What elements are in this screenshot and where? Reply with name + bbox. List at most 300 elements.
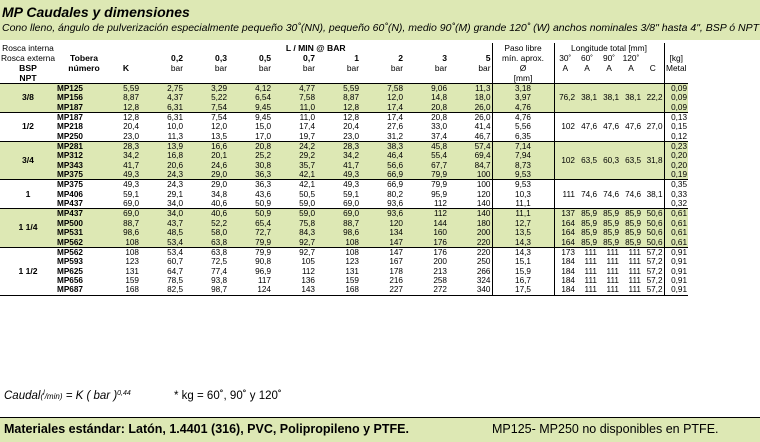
flow-value: 93,6 bbox=[360, 209, 404, 219]
k-value: 34,2 bbox=[112, 151, 140, 160]
nozzle-number: MP250 bbox=[56, 132, 112, 142]
table-row bbox=[0, 267, 688, 276]
paso-libre-value: 7,14 bbox=[492, 142, 554, 152]
k-value: 41,7 bbox=[112, 161, 140, 170]
weight-value: 0,61 bbox=[664, 209, 688, 219]
k-value: 168 bbox=[112, 285, 140, 295]
length-value: 111 bbox=[576, 285, 598, 295]
nozzle-number: MP312 bbox=[56, 151, 112, 160]
pressure-header: 0,7 bbox=[303, 53, 315, 63]
flow-value: 340 bbox=[448, 285, 492, 295]
flow-value: 160 bbox=[404, 228, 448, 237]
flow-value: 78,5 bbox=[140, 276, 184, 285]
flow-value: 11,0 bbox=[272, 113, 316, 123]
flow-value: 108 bbox=[316, 238, 360, 248]
flow-value: 84,7 bbox=[448, 161, 492, 170]
flow-value: 15,0 bbox=[228, 122, 272, 131]
flow-value: 112 bbox=[404, 199, 448, 209]
flow-value: 93,6 bbox=[360, 199, 404, 209]
length-value: 85,9 bbox=[598, 219, 620, 228]
weight-value: 0,12 bbox=[664, 132, 688, 142]
k-value: 5,59 bbox=[112, 84, 140, 94]
length-value: 38,1 bbox=[642, 180, 664, 209]
length-value: 137 bbox=[554, 209, 576, 219]
nozzle-number: MP187 bbox=[56, 103, 112, 113]
page-subtitle: Cono lleno, ángulo de pulverización especialmente pequeño 30˚(NN), pequeño 60˚(N), medio 90˚(M) grande 120˚ (W) anchos nominales 3/8" hasta 4", BSP ó NPT bbox=[2, 22, 760, 34]
nozzle-group bbox=[0, 84, 688, 113]
flow-value: 67,7 bbox=[404, 161, 448, 170]
weight-value: 0,91 bbox=[664, 257, 688, 266]
flow-value: 4,77 bbox=[272, 84, 316, 94]
lmin-bar-header: L / MIN @ BAR bbox=[285, 43, 346, 53]
flow-value: 82,5 bbox=[140, 285, 184, 295]
length-value: 22,2 bbox=[642, 84, 664, 113]
flow-value: 79,9 bbox=[228, 238, 272, 248]
flow-value: 168 bbox=[316, 285, 360, 295]
flow-value: 29,2 bbox=[272, 151, 316, 160]
flow-value: 65,4 bbox=[228, 219, 272, 228]
flow-value: 72,5 bbox=[184, 257, 228, 266]
length-value: 85,9 bbox=[620, 228, 642, 237]
k-value: 49,3 bbox=[112, 180, 140, 190]
paso-libre-value: 11,1 bbox=[492, 209, 554, 219]
flow-value: 90,8 bbox=[228, 257, 272, 266]
paso-libre-value: 7,94 bbox=[492, 151, 554, 160]
bsp-header: BSP bbox=[19, 63, 37, 73]
flow-value: 5,59 bbox=[316, 84, 360, 94]
flow-value: 23,0 bbox=[316, 132, 360, 142]
materials-note: Materiales estándar: Latón, 1.4401 (316), PVC, Polipropileno y PTFE. bbox=[4, 422, 409, 436]
length-value: 50,6 bbox=[642, 219, 664, 228]
flow-value: 12,8 bbox=[316, 103, 360, 113]
flow-value: 6,31 bbox=[140, 113, 184, 123]
weight-value: 0,91 bbox=[664, 285, 688, 295]
flow-value: 24,3 bbox=[140, 180, 184, 190]
flow-value: 105 bbox=[272, 257, 316, 266]
flow-value: 66,9 bbox=[360, 180, 404, 190]
flow-value: 3,29 bbox=[184, 84, 228, 94]
flow-value: 93,8 bbox=[184, 276, 228, 285]
flow-value: 258 bbox=[404, 276, 448, 285]
flow-value: 7,58 bbox=[272, 93, 316, 102]
k-value: 69,0 bbox=[112, 209, 140, 219]
flow-value: 29,0 bbox=[184, 180, 228, 190]
flow-value: 11,0 bbox=[272, 103, 316, 113]
flow-formula: Caudal($^l$/min) = K ( bar )$^{0,44}$ bbox=[4, 390, 131, 402]
paso-libre-value: 13,5 bbox=[492, 228, 554, 237]
nozzle-group bbox=[0, 180, 688, 209]
flow-value: 13,5 bbox=[184, 132, 228, 142]
flow-value: 143 bbox=[272, 285, 316, 295]
weight-value: 0,61 bbox=[664, 219, 688, 228]
nozzle-number: MP531 bbox=[56, 228, 112, 237]
flow-value: 227 bbox=[360, 285, 404, 295]
flow-value: 17,4 bbox=[360, 113, 404, 123]
weight-value: 0,15 bbox=[664, 122, 688, 131]
k-value: 49,3 bbox=[112, 170, 140, 180]
flow-value: 60,7 bbox=[140, 257, 184, 266]
weight-value: 0,32 bbox=[664, 199, 688, 209]
nozzle-number: MP343 bbox=[56, 161, 112, 170]
flow-value: 9,45 bbox=[228, 113, 272, 123]
angle-header: 60˚ bbox=[580, 53, 594, 63]
length-value: 85,9 bbox=[598, 209, 620, 219]
nozzle-group bbox=[0, 142, 688, 180]
flow-value: 38,3 bbox=[360, 142, 404, 152]
flow-value: 36,3 bbox=[228, 170, 272, 180]
length-value: 57,2 bbox=[642, 285, 664, 295]
table-row bbox=[0, 84, 688, 94]
mm-header: [mm] bbox=[492, 73, 554, 84]
paso-libre-value: 5,56 bbox=[492, 122, 554, 131]
flow-value: 147 bbox=[360, 238, 404, 248]
flow-value: 131 bbox=[316, 267, 360, 276]
flow-value: 136 bbox=[272, 276, 316, 285]
length-value: 184 bbox=[554, 257, 576, 266]
length-value: 111 bbox=[576, 267, 598, 276]
k-value: 59,1 bbox=[112, 190, 140, 199]
paso-libre-value: 16,7 bbox=[492, 276, 554, 285]
bsp-size: 3/8 bbox=[0, 84, 56, 113]
paso-libre-value: 8,73 bbox=[492, 161, 554, 170]
flow-value: 26,0 bbox=[448, 103, 492, 113]
table-row bbox=[0, 257, 688, 266]
k-value: 69,0 bbox=[112, 199, 140, 209]
length-value: 85,9 bbox=[598, 228, 620, 237]
length-value: 111 bbox=[598, 247, 620, 257]
k-value: 88,7 bbox=[112, 219, 140, 228]
flow-value: 64,7 bbox=[140, 267, 184, 276]
flow-value: 33,0 bbox=[404, 122, 448, 131]
weight-value: 0,23 bbox=[664, 142, 688, 152]
paso-libre-header: Paso libre bbox=[492, 43, 554, 53]
kg-header: [kg] bbox=[664, 53, 688, 63]
bar-unit: bar bbox=[170, 63, 183, 73]
nozzle-group bbox=[0, 247, 688, 295]
length-value: 173 bbox=[554, 247, 576, 257]
pressure-header: 2 bbox=[398, 53, 403, 63]
flow-value: 96,9 bbox=[228, 267, 272, 276]
flow-value: 13,9 bbox=[140, 142, 184, 152]
k-value: 12,8 bbox=[112, 113, 140, 123]
length-value: 111 bbox=[620, 276, 642, 285]
weight-value: 0,91 bbox=[664, 276, 688, 285]
flow-value: 98,7 bbox=[184, 285, 228, 295]
flow-value: 17,0 bbox=[228, 132, 272, 142]
pressure-header: 1 bbox=[354, 53, 359, 63]
formula-eq: = K bbox=[65, 390, 84, 402]
flow-value: 16,8 bbox=[140, 151, 184, 160]
pressure-header: 0,3 bbox=[215, 53, 227, 63]
flow-value: 77,4 bbox=[184, 267, 228, 276]
flow-value: 79,9 bbox=[228, 247, 272, 257]
weight-value: 0,35 bbox=[664, 180, 688, 190]
weight-value: 0,91 bbox=[664, 247, 688, 257]
length-value: 184 bbox=[554, 267, 576, 276]
flow-value: 48,5 bbox=[140, 228, 184, 237]
angle-header: 30˚ bbox=[559, 53, 572, 63]
nozzle-number: MP656 bbox=[56, 276, 112, 285]
flow-value: 79,9 bbox=[404, 170, 448, 180]
flow-value: 123 bbox=[316, 257, 360, 266]
bsp-size: 1/2 bbox=[0, 113, 56, 142]
flow-value: 213 bbox=[404, 267, 448, 276]
length-value: 164 bbox=[554, 228, 576, 237]
kg-note: * kg = 60˚, 90˚ y 120˚ bbox=[174, 390, 282, 402]
flow-value: 24,6 bbox=[184, 161, 228, 170]
length-value: 63,5 bbox=[620, 142, 642, 180]
length-value: 111 bbox=[598, 285, 620, 295]
flow-value: 8,87 bbox=[316, 93, 360, 102]
paso-libre-value: 12,7 bbox=[492, 219, 554, 228]
angle-header: 90˚ bbox=[602, 53, 616, 63]
flow-value: 53,4 bbox=[140, 247, 184, 257]
flow-value: 20,8 bbox=[228, 142, 272, 152]
paso-libre-value: 14,3 bbox=[492, 238, 554, 248]
flow-value: 147 bbox=[360, 247, 404, 257]
flow-value: 324 bbox=[448, 276, 492, 285]
nozzle-group bbox=[0, 209, 688, 247]
paso-libre-value: 3,97 bbox=[492, 93, 554, 102]
k-value: 123 bbox=[112, 257, 140, 266]
flow-value: 50,9 bbox=[228, 199, 272, 209]
k-header: K bbox=[122, 63, 130, 73]
flow-value: 69,4 bbox=[448, 151, 492, 160]
flow-value: 200 bbox=[448, 228, 492, 237]
k-value: 20,4 bbox=[112, 122, 140, 131]
bar-unit: bar bbox=[214, 63, 227, 73]
paso-libre-value: 15,9 bbox=[492, 267, 554, 276]
nozzle-number: MP687 bbox=[56, 285, 112, 295]
flow-value: 24,3 bbox=[140, 170, 184, 180]
numero-header: número bbox=[68, 63, 100, 73]
flow-value: 26,0 bbox=[448, 113, 492, 123]
flow-value: 24,2 bbox=[272, 142, 316, 152]
paso-libre-value: 6,35 bbox=[492, 132, 554, 142]
paso-libre-value: 17,5 bbox=[492, 285, 554, 295]
flow-value: 92,7 bbox=[272, 238, 316, 248]
flow-value: 12,0 bbox=[360, 93, 404, 102]
flow-value: 134 bbox=[360, 228, 404, 237]
flow-value: 220 bbox=[448, 247, 492, 257]
flow-value: 43,6 bbox=[228, 190, 272, 199]
length-value: 31,8 bbox=[642, 142, 664, 180]
flow-value: 18,0 bbox=[448, 93, 492, 102]
length-value: 50,6 bbox=[642, 238, 664, 248]
length-value: 57,2 bbox=[642, 257, 664, 266]
k-value: 8,87 bbox=[112, 93, 140, 102]
flow-value: 31,2 bbox=[360, 132, 404, 142]
flow-value: 34,0 bbox=[140, 209, 184, 219]
flow-value: 34,0 bbox=[140, 199, 184, 209]
weight-value: 0,20 bbox=[664, 151, 688, 160]
formula-exp: 0,44 bbox=[117, 390, 131, 397]
flow-value: 6,54 bbox=[228, 93, 272, 102]
flow-value: 41,7 bbox=[316, 161, 360, 170]
flow-value: 49,3 bbox=[316, 180, 360, 190]
longitud-header: Longitude total [mm] bbox=[571, 43, 647, 53]
length-value: 50,6 bbox=[642, 228, 664, 237]
bsp-size: 1 bbox=[0, 180, 56, 209]
table-row bbox=[0, 209, 688, 219]
flow-value: 27,6 bbox=[360, 122, 404, 131]
flow-value: 176 bbox=[404, 247, 448, 257]
length-value: 111 bbox=[576, 247, 598, 257]
table-row bbox=[0, 142, 688, 152]
length-value: 47,6 bbox=[598, 113, 620, 142]
length-value: 38,1 bbox=[598, 84, 620, 113]
length-value: 111 bbox=[576, 257, 598, 266]
flow-value: 16,6 bbox=[184, 142, 228, 152]
flow-value: 58,0 bbox=[184, 228, 228, 237]
nozzle-number: MP500 bbox=[56, 219, 112, 228]
length-value: 111 bbox=[598, 257, 620, 266]
length-value: 111 bbox=[576, 276, 598, 285]
flow-value: 20,1 bbox=[184, 151, 228, 160]
table-row bbox=[0, 228, 688, 237]
pressure-header: 3 bbox=[442, 53, 447, 63]
flow-value: 9,45 bbox=[228, 103, 272, 113]
length-value: 111 bbox=[620, 267, 642, 276]
flow-value: 92,7 bbox=[272, 247, 316, 257]
dim-header: A bbox=[562, 63, 569, 73]
k-value: 23,0 bbox=[112, 132, 140, 142]
length-value: 60,3 bbox=[598, 142, 620, 180]
paso-libre-value: 3,18 bbox=[492, 84, 554, 94]
nozzle-number: MP156 bbox=[56, 93, 112, 102]
flow-value: 63,8 bbox=[184, 247, 228, 257]
flow-value: 216 bbox=[360, 276, 404, 285]
flow-value: 52,2 bbox=[184, 219, 228, 228]
nozzle-number: MP375 bbox=[56, 180, 112, 190]
flow-value: 140 bbox=[448, 199, 492, 209]
weight-value: 0,09 bbox=[664, 84, 688, 94]
flow-value: 59,0 bbox=[272, 199, 316, 209]
length-value: 85,9 bbox=[620, 238, 642, 248]
flow-value: 40,6 bbox=[184, 199, 228, 209]
length-value: 102 bbox=[554, 142, 576, 180]
flow-value: 140 bbox=[448, 209, 492, 219]
flow-value: 10,0 bbox=[140, 122, 184, 131]
flow-value: 28,3 bbox=[316, 142, 360, 152]
length-value: 85,9 bbox=[576, 209, 598, 219]
k-value: 159 bbox=[112, 276, 140, 285]
flow-value: 40,6 bbox=[184, 209, 228, 219]
flow-value: 46,7 bbox=[448, 132, 492, 142]
length-value: 47,6 bbox=[620, 113, 642, 142]
flow-value: 46,4 bbox=[360, 151, 404, 160]
bsp-size: 1 1/4 bbox=[0, 209, 56, 247]
flow-value: 11,3 bbox=[140, 132, 184, 142]
length-value: 85,9 bbox=[576, 238, 598, 248]
length-value: 85,9 bbox=[620, 209, 642, 219]
flow-value: 19,7 bbox=[272, 132, 316, 142]
bar-unit: bar bbox=[390, 63, 403, 73]
dim-header: A bbox=[606, 63, 612, 73]
length-value: 38,1 bbox=[576, 84, 598, 113]
paso-libre-value: 9,53 bbox=[492, 180, 554, 190]
paso-libre-value: 15,1 bbox=[492, 257, 554, 266]
length-value: 85,9 bbox=[598, 238, 620, 248]
paso-libre-value: 14,3 bbox=[492, 247, 554, 257]
bar-unit: bar bbox=[302, 63, 315, 73]
length-value: 111 bbox=[620, 247, 642, 257]
bsp-size: 1 1/2 bbox=[0, 247, 56, 295]
dim-header: A bbox=[628, 63, 634, 73]
paso-libre-value: 10,3 bbox=[492, 190, 554, 199]
flow-value: 34,8 bbox=[184, 190, 228, 199]
bar-unit: bar bbox=[478, 63, 491, 73]
nozzle-number: MP437 bbox=[56, 209, 112, 219]
flow-value: 108 bbox=[316, 247, 360, 257]
k-value: 108 bbox=[112, 247, 140, 257]
flow-value: 50,9 bbox=[228, 209, 272, 219]
length-value: 57,2 bbox=[642, 267, 664, 276]
flow-value: 53,4 bbox=[140, 238, 184, 248]
length-value: 57,2 bbox=[642, 276, 664, 285]
nozzle-number: MP187 bbox=[56, 113, 112, 123]
weight-value: 0,19 bbox=[664, 170, 688, 180]
pressure-header: 0,2 bbox=[171, 53, 183, 63]
flow-value: 66,9 bbox=[360, 170, 404, 180]
bar-unit: bar bbox=[258, 63, 271, 73]
weight-value: 0,09 bbox=[664, 93, 688, 102]
pressure-header: 5 bbox=[485, 53, 491, 63]
flow-value: 2,75 bbox=[140, 84, 184, 94]
angle-header: 120˚ bbox=[622, 53, 640, 63]
flow-value: 34,2 bbox=[316, 151, 360, 160]
k-value: 12,8 bbox=[112, 103, 140, 113]
flow-value: 11,3 bbox=[448, 84, 492, 94]
flow-value: 4,12 bbox=[228, 84, 272, 94]
flow-value: 57,4 bbox=[448, 142, 492, 152]
tobera-header: Tobera bbox=[69, 53, 98, 63]
length-value: 111 bbox=[598, 276, 620, 285]
flow-value: 100 bbox=[448, 180, 492, 190]
flow-value: 7,58 bbox=[360, 84, 404, 94]
flow-value: 80,2 bbox=[360, 190, 404, 199]
weight-value: 0,33 bbox=[664, 190, 688, 199]
nozzle-number: MP406 bbox=[56, 190, 112, 199]
flow-value: 75,8 bbox=[272, 219, 316, 228]
flow-value: 144 bbox=[404, 219, 448, 228]
weight-value: 0,20 bbox=[664, 161, 688, 170]
flow-value: 250 bbox=[448, 257, 492, 266]
flow-value: 69,0 bbox=[316, 199, 360, 209]
length-value: 50,6 bbox=[642, 209, 664, 219]
length-value: 63,5 bbox=[576, 142, 598, 180]
table-row bbox=[0, 247, 688, 257]
flow-value: 272 bbox=[404, 285, 448, 295]
flow-value: 79,9 bbox=[404, 180, 448, 190]
flow-value: 167 bbox=[360, 257, 404, 266]
nozzle-number: MP437 bbox=[56, 199, 112, 209]
nozzle-number: MP562 bbox=[56, 238, 112, 248]
flow-value: 88,7 bbox=[316, 219, 360, 228]
length-value: 74,6 bbox=[598, 180, 620, 209]
flow-dimension-table bbox=[0, 43, 688, 296]
nozzle-number: MP593 bbox=[56, 257, 112, 266]
flow-value: 200 bbox=[404, 257, 448, 266]
flow-value: 220 bbox=[448, 238, 492, 248]
flow-value: 30,8 bbox=[228, 161, 272, 170]
length-value: 85,9 bbox=[576, 228, 598, 237]
flow-value: 20,8 bbox=[404, 113, 448, 123]
flow-value: 159 bbox=[316, 276, 360, 285]
flow-value: 5,22 bbox=[184, 93, 228, 102]
flow-value: 14,8 bbox=[404, 93, 448, 102]
length-value: 111 bbox=[620, 257, 642, 266]
